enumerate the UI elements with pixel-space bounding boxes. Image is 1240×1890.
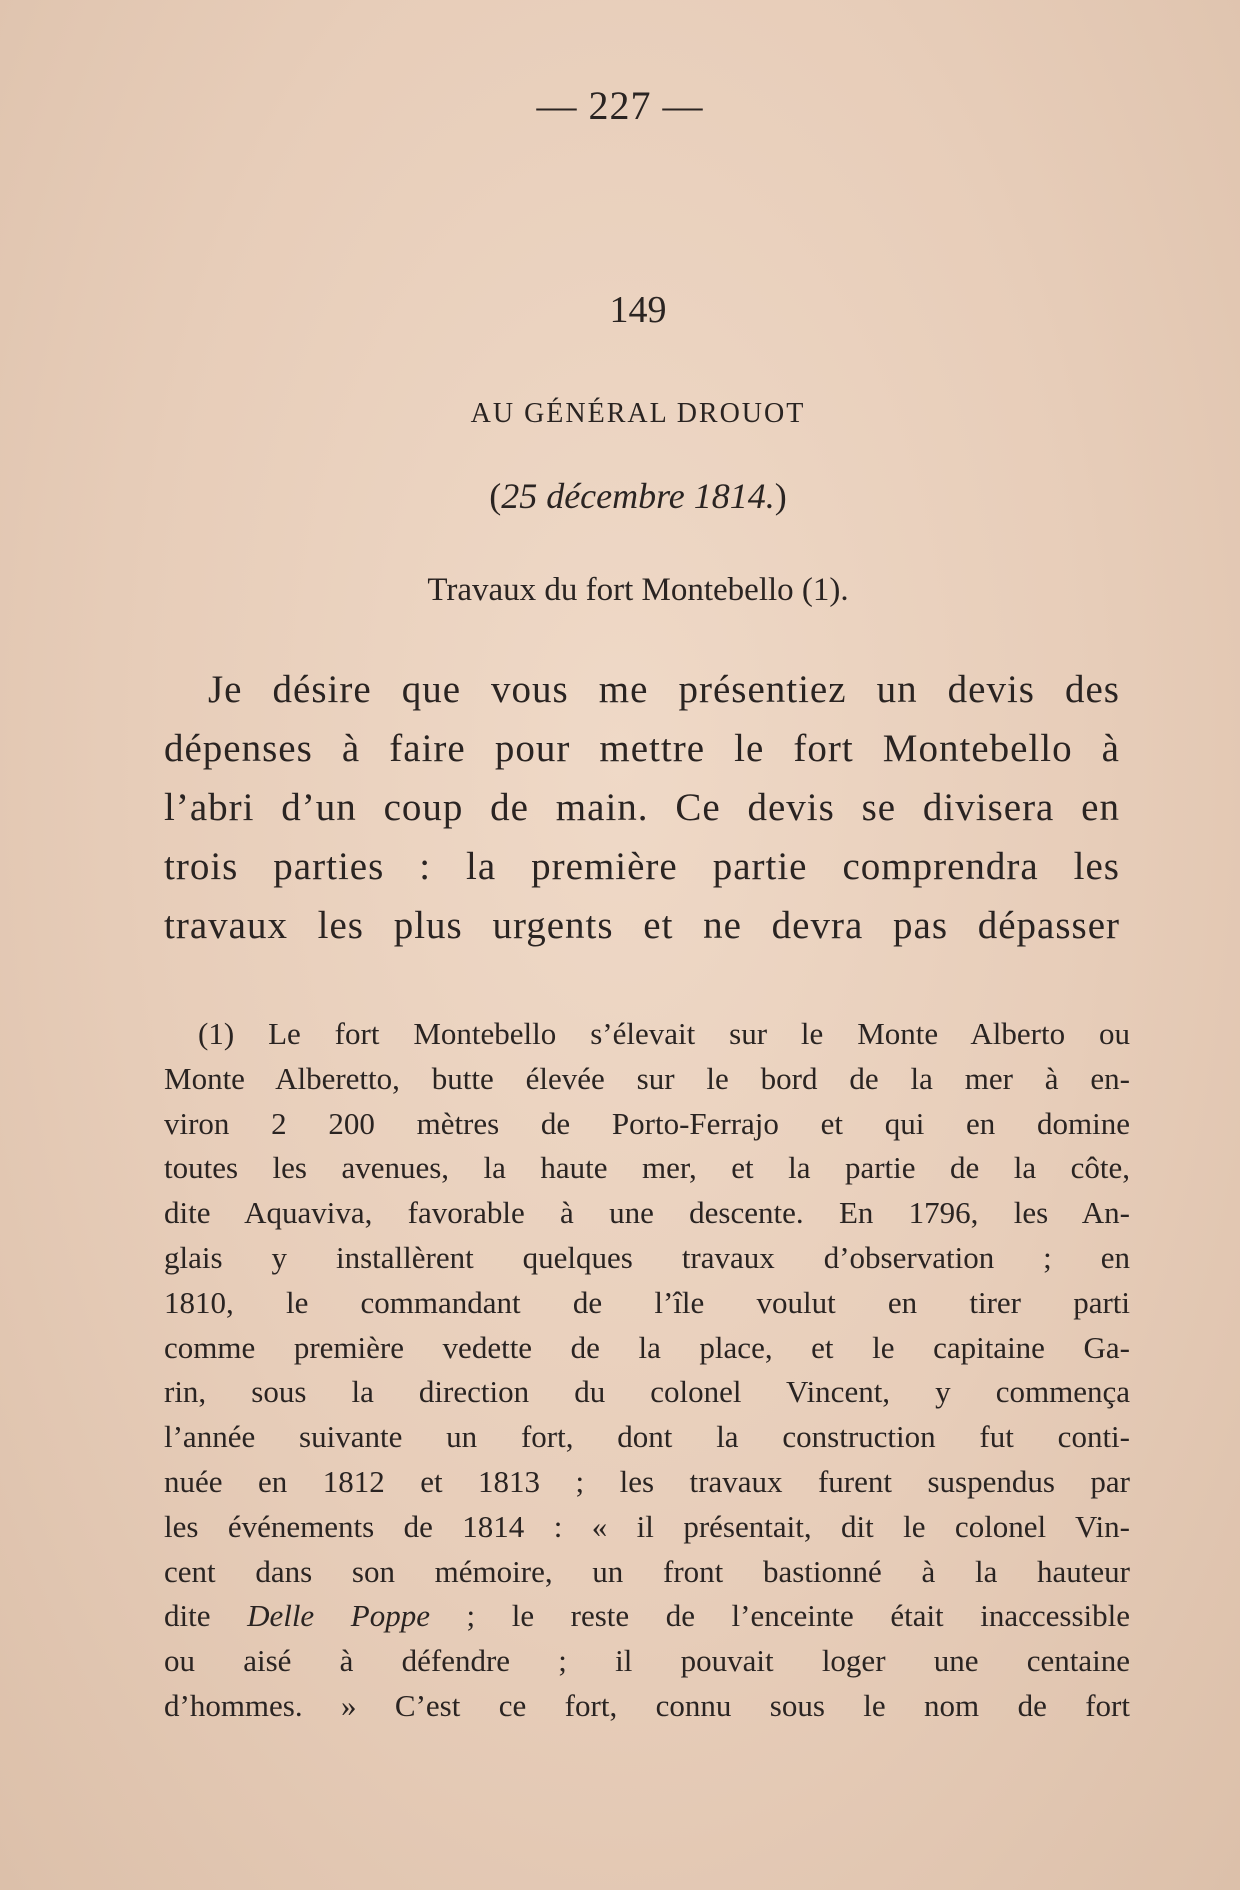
date-open-paren: ( bbox=[489, 476, 502, 516]
letter-subject: Travaux du fort Montebello (1). bbox=[427, 572, 849, 608]
footnote-line: d’hommes. » C’est ce fort, connu sous le nom de fort bbox=[164, 1687, 1130, 1723]
body-line: travaux les plus urgents et ne devra pas dépasser bbox=[164, 904, 1120, 947]
footnote-line: les événements de 1814 : « il présentait, dit le colonel Vin- bbox=[164, 1508, 1130, 1544]
body-line: dépenses à faire pour mettre le fort Montebello à bbox=[164, 727, 1120, 770]
footnote-line: 1810, le commandant de l’île voulut en tirer parti bbox=[164, 1284, 1130, 1320]
footnote-line: l’année suivante un fort, dont la construction fut conti- bbox=[164, 1419, 1130, 1455]
page-number: — 227 — bbox=[536, 83, 704, 128]
footnote-line: viron 2 200 mètres de Porto-Ferrajo et qui en domine bbox=[164, 1105, 1130, 1141]
footnote-line: nuée en 1812 et 1813 ; les travaux furent suspendus par bbox=[164, 1463, 1130, 1499]
footnote-line: cent dans son mémoire, un front bastionné à la hauteur bbox=[164, 1553, 1130, 1589]
letter-date bbox=[0, 475, 1240, 517]
footnote-line: ou aisé à défendre ; il pouvait loger une centaine bbox=[164, 1643, 1130, 1679]
footnote-line: rin, sous la direction du colonel Vincent, y commença bbox=[164, 1374, 1130, 1410]
footnote-line: dite Aquaviva, favorable à une descente. En 1796, les An- bbox=[164, 1195, 1130, 1231]
footnote-text: dite bbox=[164, 1598, 248, 1634]
body-line: trois parties : la première partie comprendra les bbox=[164, 845, 1120, 888]
body-line: Je désire que vous me présentiez un devis des bbox=[208, 668, 1120, 711]
date-text: 25 décembre 1814. bbox=[501, 476, 775, 516]
body-line: l’abri d’un coup de main. Ce devis se divisera en bbox=[164, 786, 1120, 829]
footnote-line: glais y installèrent quelques travaux d’observation ; en bbox=[164, 1239, 1130, 1275]
footnote-line: (1) Le fort Montebello s’élevait sur le Monte Alberto ou bbox=[198, 1016, 1130, 1051]
letter-body bbox=[164, 660, 1120, 955]
footnote-text: ; le reste de l’enceinte était inaccessible bbox=[429, 1598, 1130, 1634]
footnote-line-with-italic bbox=[164, 1594, 1130, 1639]
letter-number: 149 bbox=[609, 289, 667, 331]
footnote-line: Monte Alberetto, butte élevée sur le bord de la mer à en- bbox=[164, 1060, 1130, 1096]
footnote bbox=[164, 1012, 1130, 1729]
letter-recipient: AU GÉNÉRAL DROUOT bbox=[470, 398, 806, 429]
footnote-line: comme première vedette de la place, et le capitaine Ga- bbox=[164, 1329, 1130, 1365]
footnote-line: toutes les avenues, la haute mer, et la partie de la côte, bbox=[164, 1150, 1130, 1186]
date-close-paren: ) bbox=[774, 476, 787, 516]
footnote-italic-place-name: Delle Poppe bbox=[247, 1598, 430, 1634]
